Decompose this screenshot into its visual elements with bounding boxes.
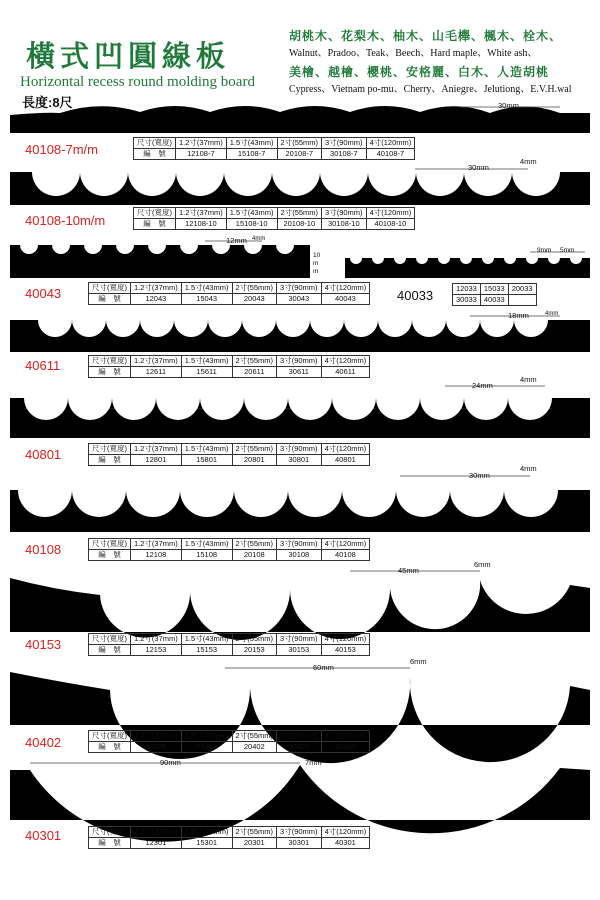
size-cell: 2寸(55mm) (232, 634, 277, 645)
spec-table (88, 730, 370, 753)
dim-label: 12mm (226, 236, 247, 245)
size-cell: 2寸(55mm) (232, 444, 277, 455)
table-header-cell: 尺寸(寬度) (89, 634, 131, 645)
spec-table-40033 (452, 283, 537, 306)
size-cell: 3寸(90mm) (277, 731, 322, 742)
size-cell: 3寸(90mm) (277, 444, 322, 455)
size-cell: 3寸(90mm) (277, 356, 322, 367)
table-header-cell: 編 號 (89, 550, 131, 561)
dim-label: 30mm (468, 163, 489, 172)
number-cell: 12108-7 (176, 149, 227, 160)
size-cell: 4寸(120mm) (321, 827, 370, 838)
size-cell: 1.5寸(43mm) (181, 731, 232, 742)
spec-table (88, 355, 370, 378)
size-cell: 1.2寸(37mm) (131, 634, 182, 645)
size-cell: 2寸(55mm) (232, 283, 277, 294)
dim-label: 4mm (520, 464, 537, 473)
size-cell: 2寸(55mm) (232, 731, 277, 742)
number-cell: 12611 (131, 367, 182, 378)
number-cell: 15301 (181, 838, 232, 849)
product-code: 40043 (25, 286, 62, 301)
number-cell: 12801 (131, 455, 182, 466)
table-header-cell: 編 號 (89, 742, 131, 753)
size-cell: 1.2寸(37mm) (131, 356, 182, 367)
profile-40108-7 (10, 106, 590, 133)
number-cell: 12301 (131, 838, 182, 849)
number-cell: 30611 (277, 367, 322, 378)
size-cell: 1.5寸(43mm) (181, 356, 232, 367)
dim-label: 24mm (472, 381, 493, 390)
length-label: 長度:8尺 (22, 95, 73, 110)
size-cell: 1.2寸(37mm) (176, 208, 227, 219)
table-header-cell: 尺寸(寬度) (89, 539, 131, 550)
number-cell: 30301 (277, 838, 322, 849)
table-cell: 12033 (453, 284, 481, 295)
dim-label: 5mm (560, 247, 575, 254)
wood-list-en-1: Walnut、Pradoo、Teak、Beech、Hard maple、White ash、 (289, 48, 538, 59)
dim-label: 60mm (313, 663, 334, 672)
number-cell: 12108-10 (176, 219, 227, 230)
number-cell: 15108-10 (226, 219, 277, 230)
number-cell: 40108-10 (366, 219, 415, 230)
number-cell: 40801 (321, 455, 370, 466)
number-cell: 20108-7 (277, 149, 322, 160)
size-cell: 3寸(90mm) (322, 138, 367, 149)
product-code: 40033 (397, 288, 434, 303)
dim-label: 90mm (160, 758, 181, 767)
size-cell: 1.5寸(43mm) (181, 827, 232, 838)
number-cell: 15611 (181, 367, 232, 378)
dim-label: 30mm (498, 101, 519, 110)
product-code: 40611 (25, 358, 61, 373)
product-code: 40402 (25, 735, 62, 750)
size-cell: 1.5寸(43mm) (181, 634, 232, 645)
size-cell: 1.2寸(37mm) (131, 827, 182, 838)
number-cell: 40108-7 (366, 149, 415, 160)
number-cell: 40153 (321, 645, 370, 656)
number-cell: 20108-10 (277, 219, 322, 230)
profile-40033-right (345, 258, 590, 278)
profile-40153 (10, 578, 590, 640)
size-cell: 1.2寸(37mm) (176, 138, 227, 149)
table-header-cell: 尺寸(寬度) (134, 208, 176, 219)
size-cell: 1.5寸(43mm) (181, 539, 232, 550)
size-cell: 1.5寸(43mm) (181, 283, 232, 294)
number-cell: 40301 (321, 838, 370, 849)
number-cell: 20043 (232, 294, 277, 305)
size-cell: 2寸(55mm) (277, 208, 322, 219)
number-cell: 40108 (321, 550, 370, 561)
number-cell: 30153 (277, 645, 322, 656)
product-code: 40301 (25, 828, 62, 843)
product-code: 40153 (25, 637, 62, 652)
profile-40108 (10, 490, 590, 532)
wood-list-cn-1: 胡桃木、花梨木、柚木、山毛櫸、楓木、栓木、 (289, 29, 563, 43)
table-cell (508, 295, 536, 306)
size-cell: 3寸(90mm) (277, 827, 322, 838)
table-header-cell: 編 號 (89, 367, 131, 378)
dim-label: 45mm (398, 566, 419, 575)
page-subtitle: Horizontal recess round molding board (20, 74, 255, 90)
table-header-cell: 編 號 (89, 645, 131, 656)
number-cell: 40043 (321, 294, 370, 305)
number-cell: 40402 (321, 742, 370, 753)
size-cell: 2寸(55mm) (232, 827, 277, 838)
wood-list-en-2: Cypress、Vietnam po-mu、Cherry、Aniegre、Jelutiong、E.V.H.wal (289, 84, 572, 95)
dim-label: 30mm (469, 471, 490, 480)
number-cell: 30108 (277, 550, 322, 561)
product-code: 40801 (25, 447, 62, 462)
spec-table (88, 443, 370, 466)
number-cell: 30801 (277, 455, 322, 466)
size-cell: 1.2寸(37mm) (131, 283, 182, 294)
profile-40108-10 (10, 172, 590, 205)
spec-table (88, 633, 370, 656)
size-cell: 4寸(120mm) (321, 539, 370, 550)
size-cell: 3寸(90mm) (277, 634, 322, 645)
table-cell: 30033 (453, 295, 481, 306)
number-cell: 12108 (131, 550, 182, 561)
product-code: 40108 (25, 542, 62, 557)
number-cell: 30108-7 (322, 149, 367, 160)
table-header-cell: 編 號 (89, 294, 131, 305)
wood-list-cn-2: 美檜、越檜、櫻桃、安格麗、白木、人造胡桃 (289, 65, 550, 79)
spec-table (88, 538, 370, 561)
number-cell: 12043 (131, 294, 182, 305)
size-cell: 4寸(120mm) (366, 208, 415, 219)
size-cell: 2寸(55mm) (232, 539, 277, 550)
dim-label: 10 m m (313, 252, 321, 275)
dim-label: 4mm (545, 311, 559, 317)
dim-label: 4mm (252, 236, 266, 242)
number-cell: 20153 (232, 645, 277, 656)
size-cell: 2寸(55mm) (232, 356, 277, 367)
size-cell: 4寸(120mm) (321, 731, 370, 742)
spec-table (88, 282, 370, 305)
dim-label: 6mm (410, 657, 427, 666)
table-header-cell: 尺寸(寬度) (89, 444, 131, 455)
number-cell: 15402 (181, 742, 232, 753)
size-cell: 4寸(120mm) (321, 283, 370, 294)
size-cell: 3寸(90mm) (277, 283, 322, 294)
size-cell: 3寸(90mm) (322, 208, 367, 219)
dim-label: 18mm (508, 311, 529, 320)
profile-40043-left (10, 245, 310, 278)
spec-table (88, 826, 370, 849)
number-cell: 12153 (131, 645, 182, 656)
size-cell: 1.5寸(43mm) (226, 208, 277, 219)
table-cell: 15033 (480, 284, 508, 295)
number-cell: 12105 (131, 742, 182, 753)
number-cell: 30043 (277, 294, 322, 305)
table-header-cell: 編 號 (89, 455, 131, 466)
number-cell: 20108 (232, 550, 277, 561)
size-cell: 3寸(90mm) (277, 539, 322, 550)
spec-table (133, 137, 415, 160)
dim-label: 4mm (520, 157, 537, 166)
table-header-cell: 尺寸(寬度) (89, 283, 131, 294)
dim-label: 6mm (474, 560, 491, 569)
size-cell: 4寸(120mm) (321, 634, 370, 645)
table-header-cell: 尺寸(寬度) (89, 356, 131, 367)
size-cell: 1.2寸(37mm) (131, 444, 182, 455)
number-cell: 20801 (232, 455, 277, 466)
size-cell: 2寸(55mm) (277, 138, 322, 149)
table-header-cell: 編 號 (89, 838, 131, 849)
number-cell: 40611 (321, 367, 370, 378)
size-cell: 4寸(120mm) (366, 138, 415, 149)
number-cell: 15108 (181, 550, 232, 561)
size-cell: 4寸(120mm) (321, 356, 370, 367)
table-header-cell: 尺寸(寬度) (134, 138, 176, 149)
size-cell: 1.2寸(37mm) (131, 731, 182, 742)
spec-table (133, 207, 415, 230)
size-cell: 1.5寸(43mm) (181, 444, 232, 455)
number-cell: 15153 (181, 645, 232, 656)
size-cell: 1.5寸(43mm) (226, 138, 277, 149)
number-cell: 15043 (181, 294, 232, 305)
number-cell: 20402 (232, 742, 277, 753)
table-header-cell: 尺寸(寬度) (89, 827, 131, 838)
table-header-cell: 編 號 (134, 149, 176, 160)
number-cell: 30402 (277, 742, 322, 753)
size-cell: 4寸(120mm) (321, 444, 370, 455)
product-code: 40108-7m/m (25, 142, 98, 157)
table-cell: 40033 (480, 295, 508, 306)
dim-label: 7mm (305, 758, 322, 767)
number-cell: 20301 (232, 838, 277, 849)
number-cell: 20611 (232, 367, 277, 378)
number-cell: 15801 (181, 455, 232, 466)
size-cell: 1.2寸(37mm) (131, 539, 182, 550)
number-cell: 30108-10 (322, 219, 367, 230)
number-cell: 15108-7 (226, 149, 277, 160)
table-cell: 20033 (508, 284, 536, 295)
page-title: 橫式凹圓線板 (26, 39, 231, 73)
dim-label: 4mm (520, 375, 537, 384)
profile-40611 (10, 320, 590, 352)
profile-40801 (10, 398, 590, 438)
table-header-cell: 編 號 (134, 219, 176, 230)
dim-label: 9mm (537, 247, 552, 254)
product-code: 40108-10m/m (25, 213, 106, 228)
table-header-cell: 尺寸(寬度) (89, 731, 131, 742)
